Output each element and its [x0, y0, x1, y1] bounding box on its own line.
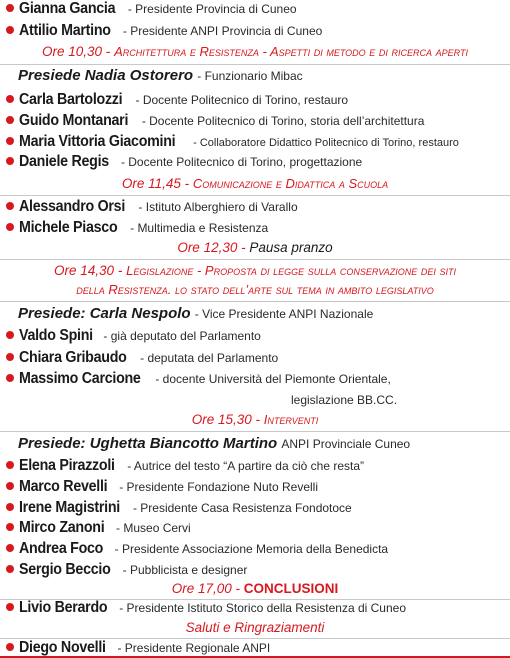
session-title: della Resistenza. lo stato dell’arte sul tema in ambito legislativo [76, 282, 434, 297]
speaker-role: - deputata del Parlamento [140, 351, 279, 365]
speaker-row [6, 479, 510, 495]
session-heading [0, 413, 510, 427]
speaker-row [6, 328, 510, 344]
speaker-role: - Docente Politecnico di Torino, progettazione [120, 155, 363, 169]
bullet-icon [6, 544, 14, 552]
bullet-icon [6, 461, 14, 469]
bullet-icon [6, 26, 14, 34]
session-time: Ore 10,30 - [42, 44, 111, 59]
speaker-role: - docente Università del Piemonte Orientale, [155, 372, 391, 386]
session-heading [0, 582, 510, 596]
session-time: Ore 15,30 - [191, 412, 261, 427]
bullet-icon [6, 523, 14, 531]
speaker-row [6, 371, 510, 387]
speaker-name: Diego Novelli [19, 639, 106, 656]
bullet-icon [6, 503, 14, 511]
bullet-icon [6, 643, 14, 651]
speaker-role: - Presidente Provincia di Cuneo [127, 2, 297, 16]
divider [0, 259, 510, 260]
speaker-role: - Collaboratore Didattico Politecnico di Torino, restauro [193, 137, 459, 149]
speaker-name: Sergio Beccio [19, 561, 111, 578]
bullet-icon [6, 223, 14, 231]
speaker-role: - Presidente Fondazione Nuto Revelli [119, 480, 318, 494]
chair-role: - Vice Presidente ANPI Nazionale [194, 307, 374, 321]
bullet-icon [6, 137, 14, 145]
speaker-role: - Museo Cervi [116, 521, 191, 535]
session-heading [0, 45, 510, 59]
bullet-icon [6, 353, 14, 361]
session-title: Architettura e Resistenza - Aspetti di metodo e di ricerca aperti [114, 44, 468, 59]
divider [0, 64, 510, 65]
chair-label: Presiede Nadia Ostorero [18, 67, 194, 84]
speaker-name: Gianna Gancia [19, 0, 116, 17]
bullet-icon [6, 116, 14, 124]
speaker-row [6, 23, 510, 39]
speaker-name: Guido Montanari [19, 112, 129, 129]
session-heading [0, 177, 510, 191]
chair-label: Presiede: Carla Nespolo [18, 305, 191, 322]
session-heading [0, 241, 510, 255]
chair-row [18, 68, 510, 83]
session-title: CONCLUSIONI [243, 581, 339, 596]
speaker-row [6, 220, 510, 236]
speaker-row [6, 134, 510, 150]
speaker-name: Massimo Carcione [19, 370, 141, 387]
bullet-icon [6, 603, 14, 611]
speaker-row [6, 92, 510, 108]
speaker-role: - Presidente Regionale ANPI [117, 641, 271, 655]
speaker-row [6, 600, 510, 616]
speaker-role: - Multimedia e Resistenza [130, 221, 269, 235]
speaker-role: - Presidente Casa Resistenza Fondotoce [132, 501, 352, 515]
speaker-role: - Docente Politecnico di Torino, restauro [135, 93, 349, 107]
bullet-icon [6, 202, 14, 210]
speaker-role: - Presidente ANPI Provincia di Cuneo [122, 24, 323, 38]
bullet-icon [6, 565, 14, 573]
session-heading [0, 264, 510, 278]
chair-row [18, 436, 510, 451]
speaker-name: Elena Pirazzoli [19, 457, 115, 474]
divider [0, 301, 510, 302]
speaker-name: Alessandro Orsi [19, 198, 126, 215]
speaker-row [6, 458, 510, 474]
speaker-name: Marco Revelli [19, 478, 108, 495]
session-heading-continued [0, 283, 510, 297]
speaker-row [6, 541, 510, 557]
speaker-role: - già deputato del Parlamento [103, 329, 261, 343]
speaker-name: Mirco Zanoni [19, 519, 105, 536]
divider [0, 431, 510, 432]
session-time: Ore 11,45 - [121, 176, 190, 191]
speaker-name: Valdo Spini [19, 327, 93, 344]
speaker-role: - Presidente Istituto Storico della Resistenza di Cuneo [119, 601, 407, 615]
speaker-name: Irene Magistrini [19, 499, 120, 516]
speaker-role: - Pubblicista e designer [122, 563, 248, 577]
bullet-icon [6, 374, 14, 382]
speaker-name: Maria Vittoria Giacomini [19, 133, 176, 150]
session-heading [0, 621, 510, 635]
session-title: Interventi [263, 412, 319, 427]
chair-label: Presiede: Ughetta Biancotto Martino [18, 435, 278, 452]
speaker-row [6, 199, 510, 215]
speaker-name: Carla Bartolozzi [19, 91, 123, 108]
speaker-row [6, 520, 510, 536]
chair-role: - Funzionario Mibac [197, 69, 303, 83]
speaker-row [6, 113, 510, 129]
bullet-icon [6, 331, 14, 339]
speaker-role-continued: legislazione BB.CC. [291, 393, 398, 407]
session-time: Ore 17,00 - [171, 581, 241, 596]
session-title: Pausa pranzo [249, 240, 333, 255]
speaker-row [6, 1, 510, 17]
bullet-icon [6, 4, 14, 12]
speaker-row [6, 562, 510, 578]
divider [0, 195, 510, 196]
speaker-role: - Autrice del testo “A partire da ciò che resta” [127, 459, 364, 473]
speaker-name: Daniele Regis [19, 153, 109, 170]
speaker-role: - Presidente Associazione Memoria della Benedicta [114, 542, 389, 556]
chair-role: ANPI Provinciale Cuneo [281, 437, 411, 451]
chair-row [18, 306, 510, 321]
speaker-row [6, 350, 510, 366]
session-time: Ore 14,30 - [54, 263, 123, 278]
speaker-name: Attilio Martino [19, 22, 111, 39]
session-title: Saluti e Ringraziamenti [185, 620, 325, 635]
speaker-name: Chiara Gribaudo [19, 349, 127, 366]
speaker-name: Livio Berardo [19, 599, 108, 616]
session-title: Comunicazione e Didattica a Scuola [192, 176, 389, 191]
speaker-role: - Istituto Alberghiero di Varallo [138, 200, 298, 214]
session-title: Legislazione - Proposta di legge sulla conservazione dei siti [126, 263, 456, 278]
speaker-name: Michele Piasco [19, 219, 118, 236]
bullet-icon [6, 482, 14, 490]
speaker-row [6, 500, 510, 516]
speaker-name: Andrea Foco [19, 540, 104, 557]
speaker-row [6, 640, 510, 656]
speaker-role: - Docente Politecnico di Torino, storia dell’architettura [141, 114, 425, 128]
session-time: Ore 12,30 - [177, 240, 246, 255]
speaker-row [6, 154, 510, 170]
bullet-icon [6, 95, 14, 103]
bullet-icon [6, 157, 14, 165]
